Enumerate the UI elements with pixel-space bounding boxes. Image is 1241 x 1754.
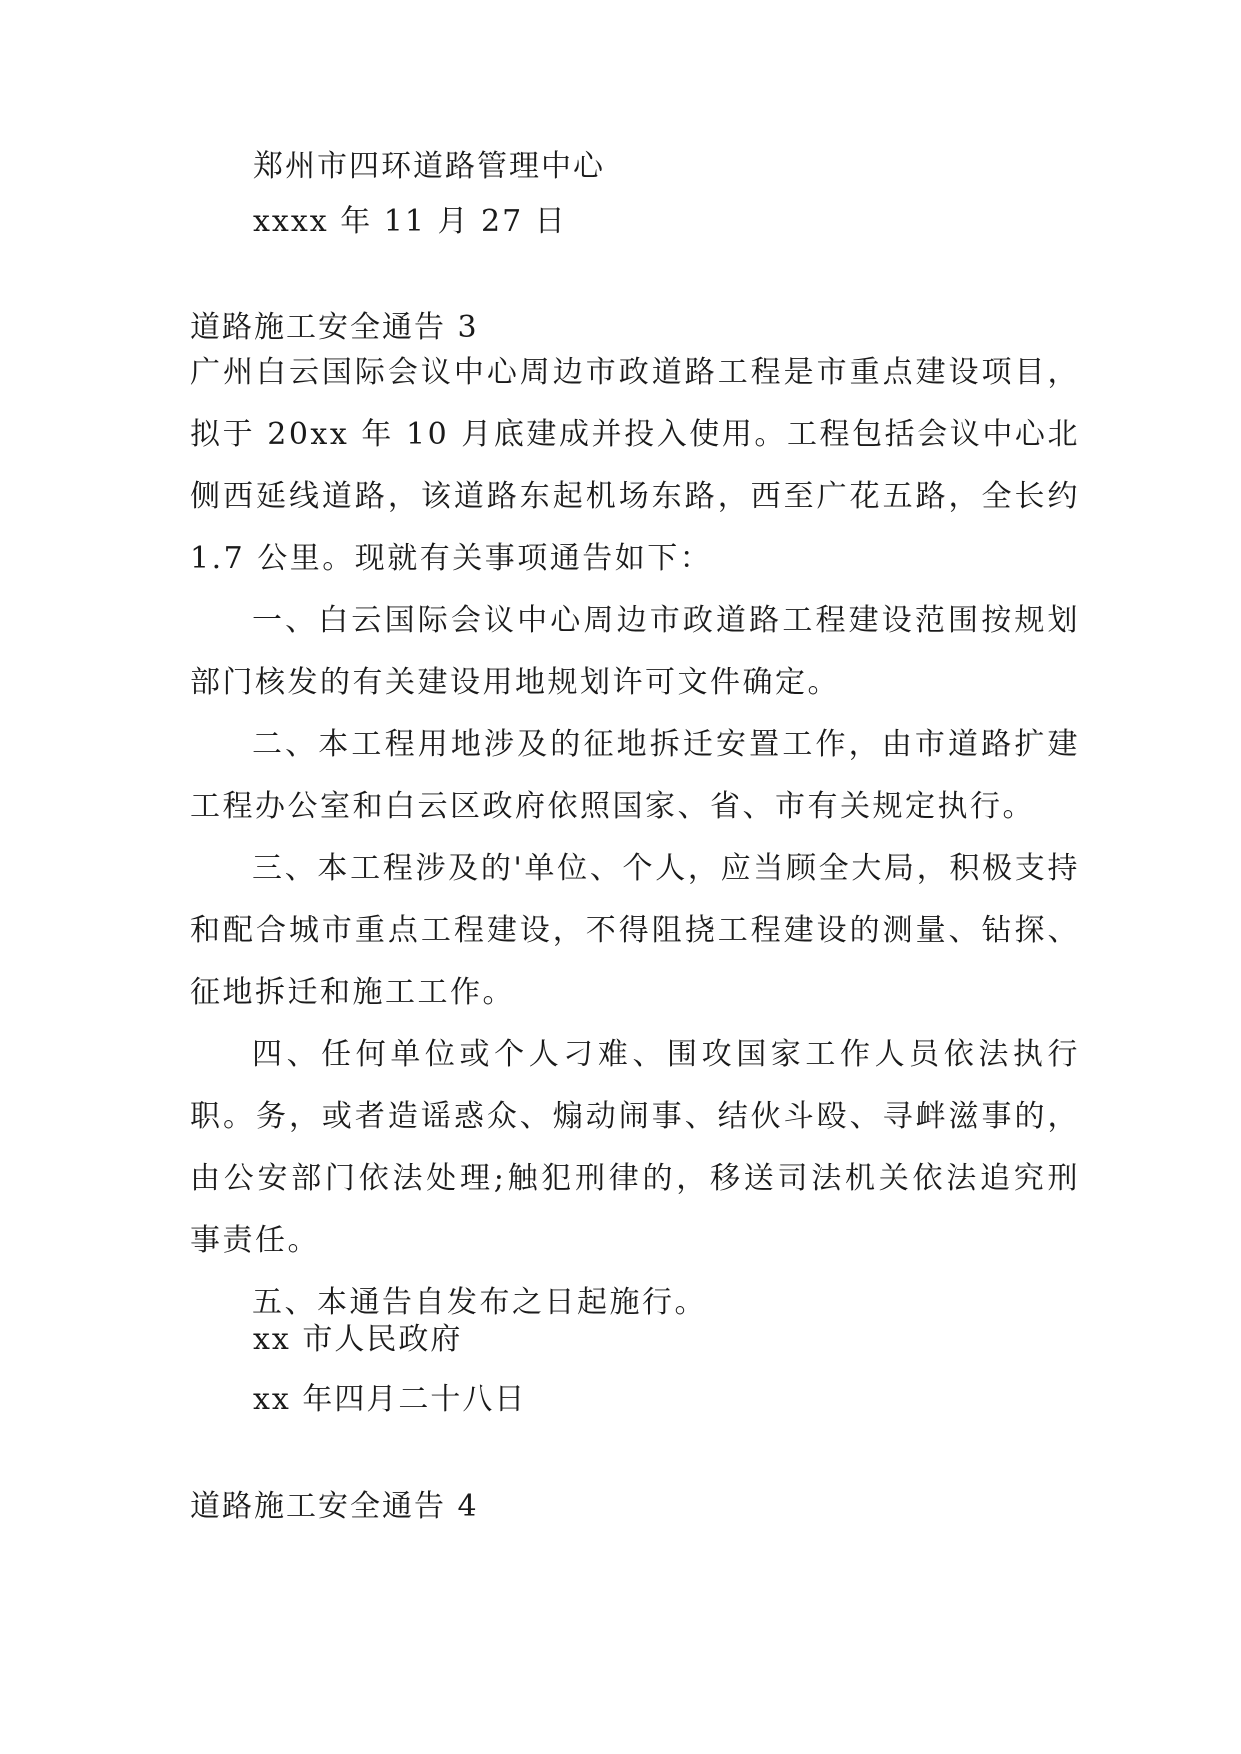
signature-date: xx 年四月二十八日 <box>253 1382 527 1417</box>
signature: xx 市人民政府 <box>253 1322 463 1357</box>
section3-item-2: 二、本工程用地涉及的征地拆迁安置工作，由市道路扩建工程办公室和白云区政府依照国家、省、市有关规定执行。 <box>190 727 1080 824</box>
notice-date: xxxx 年 11 月 27 日 <box>253 204 567 239</box>
section3-item-1: 一、白云国际会议中心周边市政道路工程建设范围按规划部门核发的有关建设用地规划许可文件确定。 <box>190 603 1080 700</box>
section3-item-4: 四、任何单位或个人刁难、围攻国家工作人员依法执行职。务，或者造谣惑众、煽动闹事、结伙斗殴、寻衅滋事的，由公安部门依法处理;触犯刑律的，移送司法机关依法追究刑事责任。 <box>190 1037 1080 1258</box>
section3-item-3: 三、本工程涉及的'单位、个人，应当顾全大局，积极支持和配合城市重点工程建设，不得阻挠工程建设的测量、钻探、征地拆迁和施工工作。 <box>190 851 1080 1010</box>
section3-intro: 广州白云国际会议中心周边市政道路工程是市重点建设项目，拟于 20xx 年 10 月底建成并投入使用。工程包括会议中心北侧西延线道路，该道路东起机场东路，西至广花五路，全长约 1.7 公里。现就有关事项通告如下： <box>190 355 1080 576</box>
section-title-3: 道路施工安全通告 3 <box>190 310 479 345</box>
org-name: 郑州市四环道路管理中心 <box>253 149 605 184</box>
section-title-4: 道路施工安全通告 4 <box>190 1489 479 1524</box>
section3-item-5: 五、本通告自发布之日起施行。 <box>252 1285 707 1320</box>
